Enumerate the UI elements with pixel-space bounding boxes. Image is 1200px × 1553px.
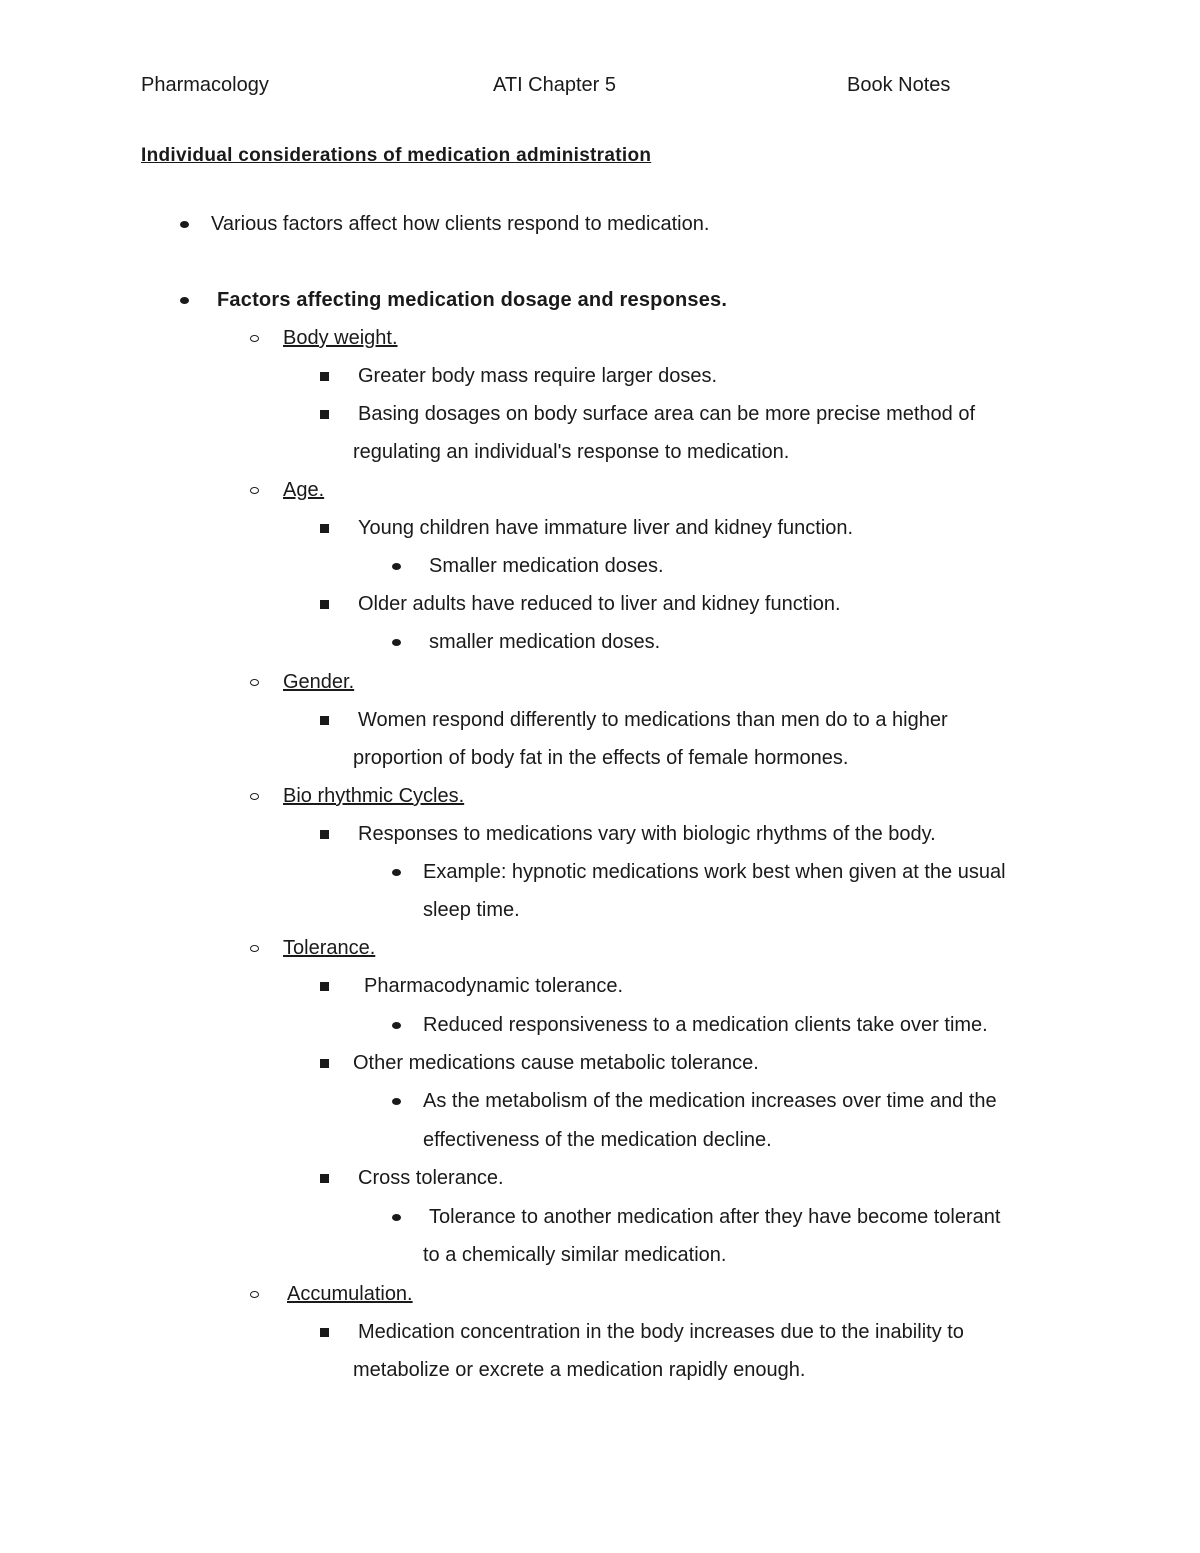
list-item: Women respond differently to medications than men do to a higher	[0, 707, 1200, 745]
list-item: Cross tolerance.	[0, 1165, 1200, 1203]
bullet-dot-icon	[388, 1204, 404, 1230]
list-item: Accumulation.	[0, 1281, 1200, 1319]
bullet-dot-icon	[388, 553, 404, 579]
bullet-dot-icon	[388, 859, 404, 885]
list-item-continuation: metabolize or excrete a medication rapidly enough.	[353, 1359, 806, 1381]
bullet-square-icon	[316, 821, 332, 847]
header-left: Pharmacology	[141, 74, 269, 96]
bullet-circle-icon	[246, 325, 262, 351]
bullet-dot-icon	[176, 211, 192, 237]
list-item: Medication concentration in the body increases due to the inability to	[0, 1319, 1200, 1357]
list-item: Young children have immature liver and kidney function.	[0, 515, 1200, 553]
list-item: As the metabolism of the medication increases over time and the	[0, 1088, 1200, 1126]
bullet-square-icon	[316, 973, 332, 999]
list-item: Gender.	[0, 669, 1200, 707]
list-item: smaller medication doses.	[0, 629, 1200, 667]
document-title: Individual considerations of medication administration	[141, 145, 652, 166]
bullet-square-icon	[316, 363, 332, 389]
header-center: ATI Chapter 5	[493, 74, 617, 96]
bullet-circle-icon	[246, 1281, 262, 1307]
bullet-circle-icon	[246, 477, 262, 503]
list-item: Older adults have reduced to liver and kidney function.	[0, 591, 1200, 629]
bullet-square-icon	[316, 591, 332, 617]
list-item: Pharmacodynamic tolerance.	[0, 973, 1200, 1011]
list-item-continuation: to a chemically similar medication.	[423, 1244, 727, 1266]
bullet-square-icon	[316, 1319, 332, 1345]
bullet-square-icon	[316, 1165, 332, 1191]
bullet-dot-icon	[388, 1012, 404, 1038]
list-item-continuation: sleep time.	[423, 899, 520, 921]
bullet-square-icon	[316, 401, 332, 427]
list-item: Tolerance.	[0, 935, 1200, 973]
list-item: Age.	[0, 477, 1200, 515]
header-right: Book Notes	[847, 74, 951, 96]
list-item-continuation: effectiveness of the medication decline.	[423, 1129, 772, 1151]
list-item: Basing dosages on body surface area can be more precise method of	[0, 401, 1200, 439]
list-item-continuation: regulating an individual's response to medication.	[353, 441, 790, 463]
bullet-square-icon	[316, 1050, 332, 1076]
bullet-square-icon	[316, 707, 332, 733]
list-item: Reduced responsiveness to a medication clients take over time.	[0, 1012, 1200, 1050]
bullet-dot-icon	[388, 1088, 404, 1114]
bullet-dot-icon	[176, 287, 192, 313]
list-item-continuation: proportion of body fat in the effects of female hormones.	[353, 747, 849, 769]
list-item: Bio rhythmic Cycles.	[0, 783, 1200, 821]
bullet-dot-icon	[388, 629, 404, 655]
list-item: Factors affecting medication dosage and responses.	[0, 287, 1200, 325]
bullet-square-icon	[316, 515, 332, 541]
list-item: Other medications cause metabolic tolerance.	[0, 1050, 1200, 1088]
bullet-circle-icon	[246, 669, 262, 695]
list-item: Example: hypnotic medications work best when given at the usual	[0, 859, 1200, 897]
list-item: Body weight.	[0, 325, 1200, 363]
list-item: Tolerance to another medication after they have become tolerant	[0, 1204, 1200, 1242]
list-item: Greater body mass require larger doses.	[0, 363, 1200, 401]
bullet-circle-icon	[246, 783, 262, 809]
bullet-circle-icon	[246, 935, 262, 961]
list-item: Smaller medication doses.	[0, 553, 1200, 591]
list-item: Various factors affect how clients respond to medication.	[0, 211, 1200, 249]
list-item: Responses to medications vary with biologic rhythms of the body.	[0, 821, 1200, 859]
